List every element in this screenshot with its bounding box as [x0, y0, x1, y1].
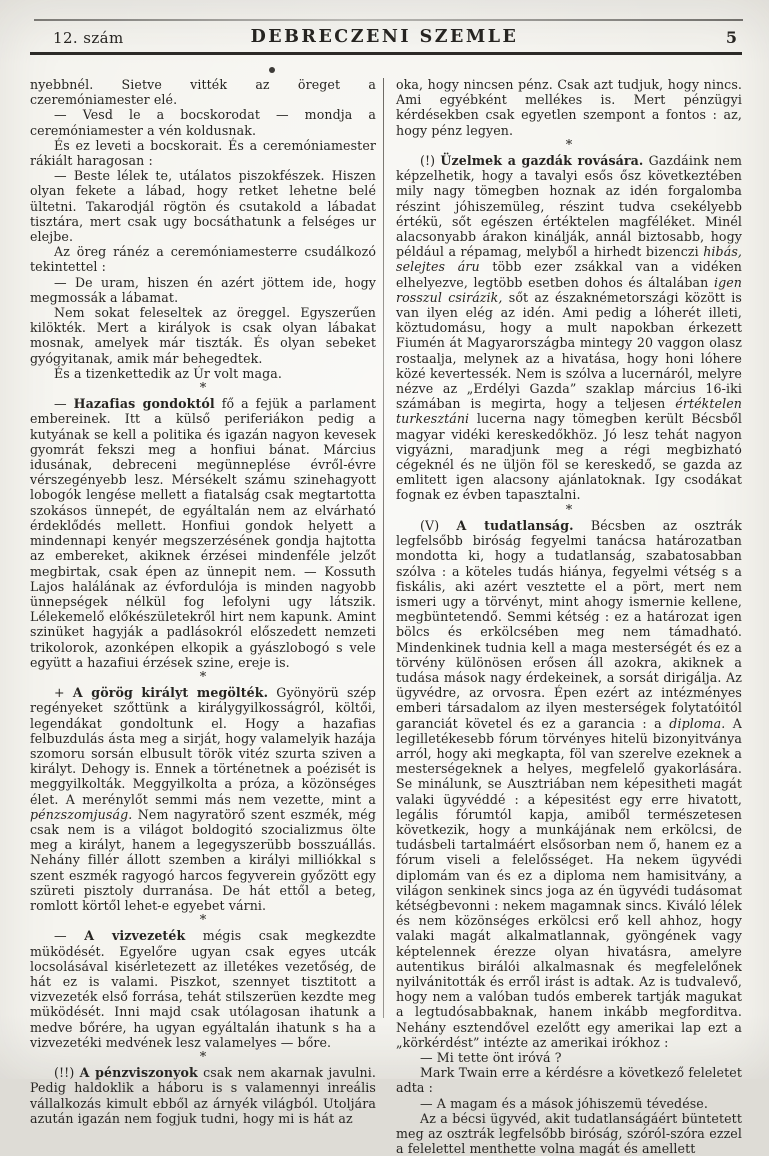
column-right — [396, 77, 742, 1156]
bold-lead-text: Üzelmek a gazdák rovására. — [440, 153, 644, 169]
text-run: — Beste lélek te, utálatos piszokfészek. Hiszen olyan fekete a lábad, hogy retket lehetne belé ültetni. Takarodjál rögtön és csutakold a lábadat tisztára, mert csak ugy bocsáthatunk a felséges ur elejbe. — [30, 168, 376, 245]
text-run: — De uram, hiszen én azért jöttem ide, hogy megmossák a lábamat. — [30, 274, 376, 305]
text-run: És ez leveti a bocskorait. És a ceremóniamester rákiált haragosan : — [30, 137, 376, 169]
paragraph — [396, 77, 742, 138]
italic-text: diploma. — [669, 715, 726, 731]
text-run: csak nem akarnak javulni. Pedig haldoklik a háboru is s valamennyi inreális vállalkozás kimult ebből az árnyék világból. Utoljára azután igazán nem fogjuk tudni, hogy mi is hát az — [30, 1065, 376, 1126]
text-run: — — [54, 928, 85, 944]
paragraph — [396, 1096, 742, 1111]
paragraph — [30, 138, 376, 168]
paragraph — [30, 685, 376, 913]
text-run: Gyönyörü szép regényeket szőttünk a királygyilkosságról, költői, legendákat gondoltunk el. Hogy a hazafias felbuzdulás ásta meg a sirját, hogy valamelyik hazája szomoru sorsán elbusult török vitéz szurta sziven a királyt. Dehogy is. Ennek a történetnek a poézisét is meggyilkolták. Meggyilkolta a próza, a közönséges élet. A merénylőt semmi más nem vezette, mint a — [30, 685, 377, 807]
separator-asterisk: * — [199, 1050, 207, 1065]
bold-lead-text: A vizvezeték — [84, 928, 186, 944]
italic-text: pénzszomjuság. — [30, 806, 133, 822]
text-run: A legilletékesebb fórum törvényes hitelü bizonyitványa arról, hogy aki megkapta, föl van szerelve ezeknek a mesterségeknek a helyes, megfelelő gyakorlására. Se minálunk, se Ausztriában nem képesitheti magát valaki ügyvéddé : a képesitést egy erre hivatott, legális fórumtól kapja, amiből természetesen következik, hogy a munkájának nem erkölcsi, de tudásbeli tartalmáért elsősorban nem ő, hanem ez a fórum viseli a felelősséget. Ha nekem ügyvédi diplomám van és ez a diploma nem hamisitvány, a világon senkinek sincs joga az én ügyvédi tudásomat kétségbevonni : nekem magamnak sincs. Kiváló lélek és nem közönséges erkölcsi erő kell ahhoz, hogy valaki magát alkalmatlannak, gyöngének vagy képtelennek érezze olyan hivatásra, amelyre autentikus birálói alkalmasnak és megfelelőnek nyilvánitották és erről irást is adtak. Az is tudvalevő, hogy nem a valóban tudós emberek tartják magukat a legtudósabbaknak, hanem inkább megforditva. Nehány esztendővel ezelőtt egy amerikai lap ezt a „körkérdést” intézte az amerikai irókhoz : — [396, 715, 742, 1050]
text-run: nyebbnél. Sietve vitték az öreget a czeremóniamester elé. — [30, 77, 376, 108]
bold-lead-text: A görög királyt megölték. — [72, 685, 269, 701]
italic-text: értéktelen turkesztáni — [396, 396, 742, 427]
top-rule — [34, 19, 743, 21]
column-left — [30, 77, 377, 1126]
column-divider-rule — [383, 78, 384, 1018]
text-run: — Mi tette önt iróvá ? — [420, 1050, 562, 1065]
text-run: oka, hogy nincsen pénz. Csak azt tudjuk, hogy nincs. Ami egyébként mellékes is. Mert pénzügyi kérdésekben csak egyetlen szempont a fontos : az, hogy pénz legyen. — [396, 77, 742, 138]
text-run: Nem nagyratörő szent eszmék, még csak nem is a világot boldogitó szocializmus ölte meg a királyt, hanem a legegyszerübb bosszuállás. Nehány fillér állott szemben a királyi milliókkal s szent eszmék ragyogó harcos fegyverein győzött egy szüreti pisztoly durranása. De hát ettől a beteg, romlott körtől lehet-e egyebet várni. — [30, 806, 376, 913]
text-run: És a tizenkettedik az Úr volt maga. — [54, 365, 282, 381]
bold-lead-text: Hazafias gondoktól — [73, 396, 215, 412]
separator-asterisk: * — [199, 669, 207, 685]
paragraph — [396, 1111, 742, 1156]
italic-text: hibás, selejtes áru — [396, 244, 742, 275]
text-run: Az öreg ránéz a ceremóniamesterre csudálkozó tekintettel : — [30, 244, 376, 275]
masthead-title: DEBRECZENI SZEMLE — [250, 27, 519, 47]
text-run: + — [54, 685, 73, 701]
text-run: sőt az északnémetországi között is van ilyen elég az idén. Ami pedig a lóherét illeti, köztudomásu, hogy a mult napokban érkezett Fiumén át Magyarországba mintegy 20 vaggon olasz rostaalja, melynek az a hivatása, hogy honi lóhere közé kevertessék. Nem is szólva a lucernáról, melyre nézve az „Erdélyi Gazda” szaklap március 16-iki számában is megirta, hogy a teljesen — [396, 289, 742, 412]
paragraph — [30, 107, 376, 137]
page-number: 5 — [725, 28, 737, 47]
text-run: (!) — [420, 153, 441, 169]
text-run: mégis csak megkezdte müködését. Egyelőre ugyan csak egyes utcák locsolásával kisérletezett az illetékes vezetőség, de hát ez is valami. Piszkot, szennyet tisztitott a vizvezeték első forrása, tehát stilszerüen kezdte meg müködését. Inni majd csak utólagosan ihatunk a medve bőrére, ha ugyan egyáltalán ihatunk s ha a vizvezetéki medvének lesz valamelyes — bőre. — [30, 928, 376, 1050]
paragraph — [30, 168, 376, 244]
paragraph — [30, 275, 376, 305]
text-run: (V) — [420, 517, 457, 533]
separator-asterisk: * — [565, 137, 573, 153]
paragraph — [396, 518, 742, 1050]
paragraph — [30, 928, 376, 1050]
text-run: Gazdáink nem képzelhetik, hogy a tavalyi esős ősz következtében mily nagy tömegben hoznak az idén forgalomba részint jóhiszemüleg, részint tudva csekélyebb értékü, sőt egészen értéktelen magféléket. Minél alacsonyabb árakon kinálják, annál biztosabb, hogy például a répamag, melyből a hirhedt bizenczi — [396, 153, 742, 260]
text-run: — Vesd le a bocskorodat — mondja a ceremóniamester a vén koldusnak. — [30, 107, 376, 138]
text-run: Nem sokat feleseltek az öreggel. Egyszerűen kilökték. Mert a királyok is csak olyan lábakat mosnak, amelyek már tiszták. És olyan sebeket gyógyitanak, amik már behegedtek. — [30, 305, 376, 366]
separator-asterisk: * — [565, 502, 573, 518]
header-rule — [30, 52, 742, 55]
text-run: — — [54, 396, 74, 412]
ink-speck — [269, 67, 275, 73]
text-run: Mark Twain erre a kérdésre a következő feleletet adta : — [396, 1065, 742, 1096]
text-run: fő a fejük a parlament embereinek. Itt a külső periferiákon pedig a kutyának se kell a politika és igazán nagyon kevesek gyomrát fekszi meg a honfiui bánat. Március idusának, debreceni megünneplése évről-évre vérszegényebb lesz. Mérsékelt számu szinehagyott lobogók lengése mellett a fiatalság csak megtartotta szokásos ünnepét, de egyáltalán nem az elvárható érdeklődés mellett. Honfiui gondok helyett a mindennapi kenyér megszerzésének gondja hajtotta az embereket, akiknek érzései mindenféle jelzőt megbirtak, csak épen az ünnepit nem. — Kossuth Lajos halálának az évfordulója is minden nagyobb ünnepségek nélkül fog lefolyni ugy látszik. Lélekemelő előkészületekről hirt nem kapunk. Amint szinüket hagyják a padlásokról előszedett nemzeti trikolorok, azonképen elkopik a gyászlobogó s vele együtt a hazafiui érzések szine, ereje is. — [30, 396, 376, 670]
text-run: — A magam és a mások jóhiszemü tévedése. — [420, 1095, 708, 1111]
separator-asterisk: * — [199, 381, 207, 397]
italic-text: igen rosszul csirázik, — [396, 274, 742, 305]
bold-lead-text: A pénzviszonyok — [79, 1065, 198, 1081]
paragraph — [30, 396, 376, 670]
text-run: Bécsben az osztrák legfelsőbb biróság fegyelmi tanácsa határozatban mondotta ki, hogy a tudatlanság, szabatosabban szólva : a köteles tudás hiánya, fegyelmi vétség s a fiskális, aki azért vesztette el a pört, mert nem ismeri ugy a törvényt, mint ahogy ismernie kellene, megbüntetendő. Semmi kétség : ez a határozat igen bölcs és erkölcsében meg nem támadható. Mindenkinek tudnia kell a maga mesterségét és ez a törvény különösen erősen áll azokra, akiknek a tudása mások nagy érdekeinek, a sorsát dirigálja. Az ügyvédre, az orvosra. Épen ezért az intézményes emberi társadalom az ilyen mesterségek folytatóitól garanciát követel és ez a garancia : a — [396, 517, 742, 731]
paragraph — [30, 77, 376, 107]
paragraph — [396, 153, 742, 503]
issue-number: 12. szám — [53, 29, 124, 47]
paragraph — [30, 244, 376, 274]
text-run: lucerna nagy tömegben került Bécsből magyar vidéki kereskedőkhöz. Jó lesz tehát nagyon vigyázni, maradjunk meg a régi megbizható cégeknél és ne üljön föl se kereskedő, se gazda az emlitett igen alacsony ajánlatoknak. Igy csodákat fognak ez évben tapasztalni. — [396, 411, 742, 503]
text-run: több ezer zsákkal van a vidéken elhelyezve, legtöbb esetben dohos és általában — [396, 259, 742, 290]
paragraph — [30, 305, 376, 366]
paragraph — [30, 1065, 376, 1126]
text-run: Az a bécsi ügyvéd, akit tudatlanságáért büntetett meg az osztrák legfelsőbb biróság, szóról-szóra ezzel a felelettel menthette volna magát és amellett — [396, 1110, 742, 1156]
paragraph — [396, 1065, 742, 1095]
text-run: (!!) — [54, 1065, 80, 1081]
separator-asterisk: * — [199, 913, 207, 929]
bold-lead-text: A tudatlanság. — [456, 517, 574, 533]
paragraph — [396, 1050, 742, 1065]
paragraph — [30, 366, 376, 381]
